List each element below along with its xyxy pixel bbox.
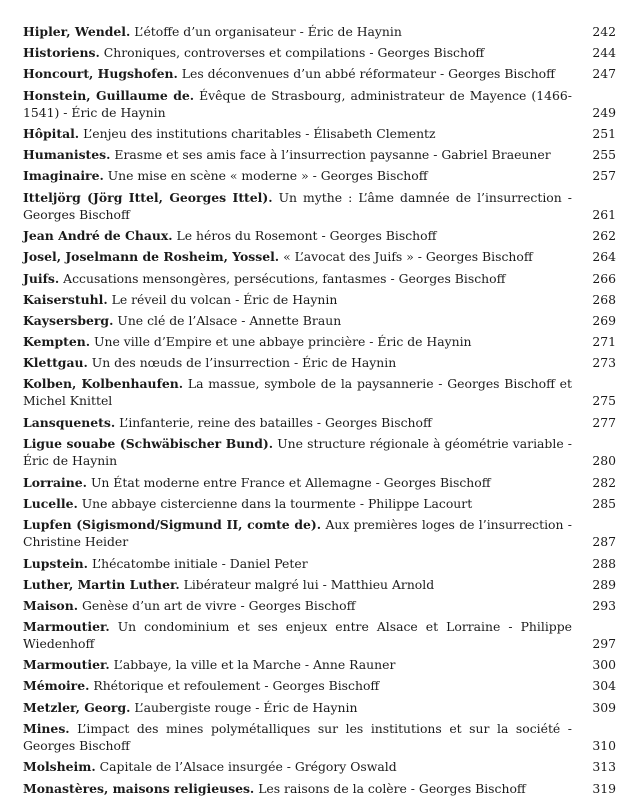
entry-heading: Kaiserstuhl. bbox=[23, 291, 108, 307]
table-of-contents bbox=[23, 23, 616, 801]
entry-text bbox=[23, 146, 572, 163]
page-number: 297 bbox=[592, 636, 616, 652]
toc-entry bbox=[23, 125, 616, 142]
toc-entry bbox=[23, 699, 616, 716]
entry-heading: Mines. bbox=[23, 720, 70, 736]
entry-heading: Marmoutier. bbox=[23, 657, 110, 673]
page-number: 266 bbox=[592, 270, 616, 286]
toc-entry bbox=[23, 270, 616, 287]
entry-description: Un condominium et ses enjeux entre Alsace et Lorraine - Philippe Wiedenhoff bbox=[23, 619, 572, 652]
entry-heading: Lupfen (Sigismond/Sigmund II, comte de). bbox=[23, 517, 322, 532]
toc-entry bbox=[23, 677, 616, 694]
page-number: 244 bbox=[592, 45, 616, 61]
entry-heading: Lucelle. bbox=[23, 495, 78, 511]
entry-text bbox=[23, 495, 572, 512]
entry-text bbox=[23, 248, 572, 265]
page-number: 309 bbox=[592, 699, 616, 715]
toc-entry bbox=[23, 720, 616, 754]
entry-text bbox=[23, 597, 572, 614]
entry-text bbox=[23, 354, 572, 371]
toc-entry bbox=[23, 597, 616, 614]
entry-description: Accusations mensongères, persécutions, fantasmes - Georges Bischoff bbox=[63, 270, 506, 286]
entry-description: Les déconvenues d’un abbé réformateur - Georges Bischoff bbox=[181, 66, 555, 82]
entry-description: L’abbaye, la ville et la Marche - Anne Rauner bbox=[113, 657, 396, 673]
entry-heading: Kolben, Kolbenhaufen. bbox=[23, 376, 184, 392]
entry-text bbox=[23, 312, 572, 329]
page-number: 261 bbox=[592, 206, 616, 222]
entry-text bbox=[23, 189, 572, 223]
entry-text bbox=[23, 375, 572, 409]
entry-description: Un des nœuds de l’insurrection - Éric de Haynin bbox=[91, 355, 397, 371]
toc-entry bbox=[23, 65, 616, 82]
toc-entry bbox=[23, 435, 616, 469]
page-number: 277 bbox=[592, 414, 616, 430]
entry-text bbox=[23, 758, 572, 775]
toc-entry bbox=[23, 248, 616, 265]
entry-description: L’infanterie, reine des batailles - Georges Bischoff bbox=[119, 414, 432, 430]
page-number: 251 bbox=[592, 126, 616, 142]
toc-entry bbox=[23, 495, 616, 512]
entry-heading: Josel, Joselmann de Rosheim, Yossel. bbox=[23, 249, 280, 265]
entry-description: Aux premières loges de l’insurrection - Christine Heider bbox=[23, 517, 572, 549]
toc-entry bbox=[23, 44, 616, 61]
entry-heading: Kaysersberg. bbox=[23, 312, 114, 328]
entry-text bbox=[23, 474, 572, 491]
toc-entry bbox=[23, 516, 616, 550]
entry-heading: Honcourt, Hugshofen. bbox=[23, 66, 178, 82]
toc-entry bbox=[23, 23, 616, 40]
entry-heading: Maison. bbox=[23, 597, 79, 613]
entry-description: L’impact des mines polymétalliques sur les institutions et sur la société - Georges Bischoff bbox=[23, 720, 572, 753]
page-number: 262 bbox=[592, 228, 616, 244]
page-number: 255 bbox=[592, 147, 616, 163]
entry-text bbox=[23, 23, 572, 40]
page-number: 269 bbox=[592, 312, 616, 328]
page-number: 304 bbox=[592, 678, 616, 694]
page-number: 285 bbox=[592, 495, 616, 511]
page-number: 275 bbox=[592, 393, 616, 409]
entry-description: L’hécatombe initiale - Daniel Peter bbox=[91, 555, 308, 571]
entry-text bbox=[23, 167, 572, 184]
page-number: 289 bbox=[592, 576, 616, 592]
entry-heading: Klettgau. bbox=[23, 355, 88, 371]
toc-entry bbox=[23, 576, 616, 593]
entry-description: Une clé de l’Alsace - Annette Braun bbox=[117, 312, 342, 328]
entry-text bbox=[23, 125, 572, 142]
entry-text bbox=[23, 720, 572, 754]
entry-description: Capitale de l’Alsace insurgée - Grégory Oswald bbox=[99, 759, 397, 775]
toc-entry bbox=[23, 618, 616, 652]
entry-heading: Imaginaire. bbox=[23, 168, 104, 184]
entry-text bbox=[23, 699, 572, 716]
entry-description: Libérateur malgré lui - Matthieu Arnold bbox=[183, 576, 435, 592]
entry-heading: Molsheim. bbox=[23, 759, 96, 775]
toc-entry bbox=[23, 414, 616, 431]
entry-text bbox=[23, 414, 572, 431]
entry-description: Le réveil du volcan - Éric de Haynin bbox=[111, 291, 338, 307]
entry-description: Chroniques, controverses et compilations - Georges Bischoff bbox=[103, 45, 485, 61]
entry-description: L’étoffe d’un organisateur - Éric de Haynin bbox=[134, 24, 402, 39]
entry-heading: Metzler, Georg. bbox=[23, 699, 131, 715]
entry-heading: Hôpital. bbox=[23, 126, 80, 142]
page-number: 288 bbox=[592, 555, 616, 571]
page-number: 313 bbox=[592, 759, 616, 775]
page-number: 271 bbox=[592, 334, 616, 350]
entry-text bbox=[23, 44, 572, 61]
entry-description: Une ville d’Empire et une abbaye princière - Éric de Haynin bbox=[94, 334, 472, 350]
page-number: 268 bbox=[592, 291, 616, 307]
entry-description: L’enjeu des institutions charitables - Élisabeth Clementz bbox=[83, 126, 436, 142]
entry-description: Erasme et ses amis face à l’insurrection paysanne - Gabriel Braeuner bbox=[114, 147, 551, 163]
entry-text bbox=[23, 270, 572, 287]
toc-entry bbox=[23, 555, 616, 572]
entry-heading: Honstein, Guillaume de. bbox=[23, 87, 195, 103]
entry-text bbox=[23, 333, 572, 350]
entry-text bbox=[23, 780, 572, 797]
entry-heading: Historiens. bbox=[23, 45, 100, 61]
entry-description: Rhétorique et refoulement - Georges Bischoff bbox=[93, 678, 380, 694]
entry-description: « L’avocat des Juifs » - Georges Bischoff bbox=[283, 249, 533, 265]
entry-heading: Humanistes. bbox=[23, 147, 111, 163]
entry-heading: Kempten. bbox=[23, 334, 91, 350]
entry-description: Évêque de Strasbourg, administrateur de Mayence (1466-1541) - Éric de Haynin bbox=[23, 87, 572, 120]
toc-entry bbox=[23, 87, 616, 121]
entry-heading: Lupstein. bbox=[23, 555, 88, 571]
toc-entry bbox=[23, 291, 616, 308]
toc-entry bbox=[23, 312, 616, 329]
entry-text bbox=[23, 555, 572, 572]
entry-description: Un État moderne entre France et Allemagne - Georges Bischoff bbox=[90, 474, 491, 490]
toc-entry bbox=[23, 333, 616, 350]
entry-text bbox=[23, 618, 572, 652]
entry-text bbox=[23, 87, 572, 121]
entry-heading: Lansquenets. bbox=[23, 414, 116, 430]
entry-heading: Jean André de Chaux. bbox=[23, 228, 173, 244]
entry-heading: Lorraine. bbox=[23, 474, 87, 490]
entry-text bbox=[23, 677, 572, 694]
page-number: 242 bbox=[592, 24, 616, 39]
toc-entry bbox=[23, 167, 616, 184]
entry-description: Les raisons de la colère - Georges Bischoff bbox=[258, 780, 526, 796]
page-number: 273 bbox=[592, 355, 616, 371]
toc-entry bbox=[23, 780, 616, 797]
entry-heading: Luther, Martin Luther. bbox=[23, 576, 180, 592]
entry-heading: Marmoutier. bbox=[23, 619, 110, 635]
toc-entry bbox=[23, 375, 616, 409]
entry-heading: Mémoire. bbox=[23, 678, 90, 694]
entry-description: Une structure régionale à géométrie variable - Éric de Haynin bbox=[23, 436, 572, 469]
entry-text bbox=[23, 435, 572, 469]
page-number: 280 bbox=[592, 453, 616, 469]
entry-text bbox=[23, 291, 572, 308]
page-number: 310 bbox=[592, 737, 616, 753]
entry-heading: Ligue souabe (Schwäbischer Bund). bbox=[23, 436, 274, 452]
entry-description: Un mythe : L’âme damnée de l’insurrection - Georges Bischoff bbox=[23, 189, 572, 222]
toc-entry bbox=[23, 146, 616, 163]
entry-text bbox=[23, 227, 572, 244]
toc-entry bbox=[23, 474, 616, 491]
entry-description: Le héros du Rosemont - Georges Bischoff bbox=[176, 228, 437, 244]
entry-heading: Monastères, maisons religieuses. bbox=[23, 780, 255, 796]
entry-text bbox=[23, 656, 572, 673]
page-number: 319 bbox=[592, 780, 616, 796]
toc-entry bbox=[23, 189, 616, 223]
page-number: 249 bbox=[592, 104, 616, 120]
page-number: 264 bbox=[592, 249, 616, 265]
page-number: 300 bbox=[592, 657, 616, 673]
entry-heading: Juifs. bbox=[23, 270, 60, 286]
page-number: 282 bbox=[592, 474, 616, 490]
entry-heading: Hipler, Wendel. bbox=[23, 24, 131, 39]
entry-description: La massue, symbole de la paysannerie - Georges Bischoff et Michel Knittel bbox=[23, 376, 572, 409]
page-number: 293 bbox=[592, 597, 616, 613]
toc-entry bbox=[23, 656, 616, 673]
entry-description: Une mise en scène « moderne » - Georges Bischoff bbox=[107, 168, 428, 184]
page-number: 257 bbox=[592, 168, 616, 184]
entry-text bbox=[23, 576, 572, 593]
toc-entry bbox=[23, 354, 616, 371]
page-number: 247 bbox=[592, 66, 616, 82]
entry-description: L’aubergiste rouge - Éric de Haynin bbox=[134, 699, 358, 715]
entry-description: Genèse d’un art de vivre - Georges Bischoff bbox=[81, 597, 356, 613]
entry-text bbox=[23, 65, 572, 82]
toc-entry bbox=[23, 758, 616, 775]
entry-heading: Itteljörg (Jörg Ittel, Georges Ittel). bbox=[23, 189, 273, 205]
page-number: 287 bbox=[592, 534, 616, 549]
entry-text bbox=[23, 516, 572, 550]
entry-description: Une abbaye cistercienne dans la tourmente - Philippe Lacourt bbox=[81, 495, 473, 511]
toc-entry bbox=[23, 227, 616, 244]
